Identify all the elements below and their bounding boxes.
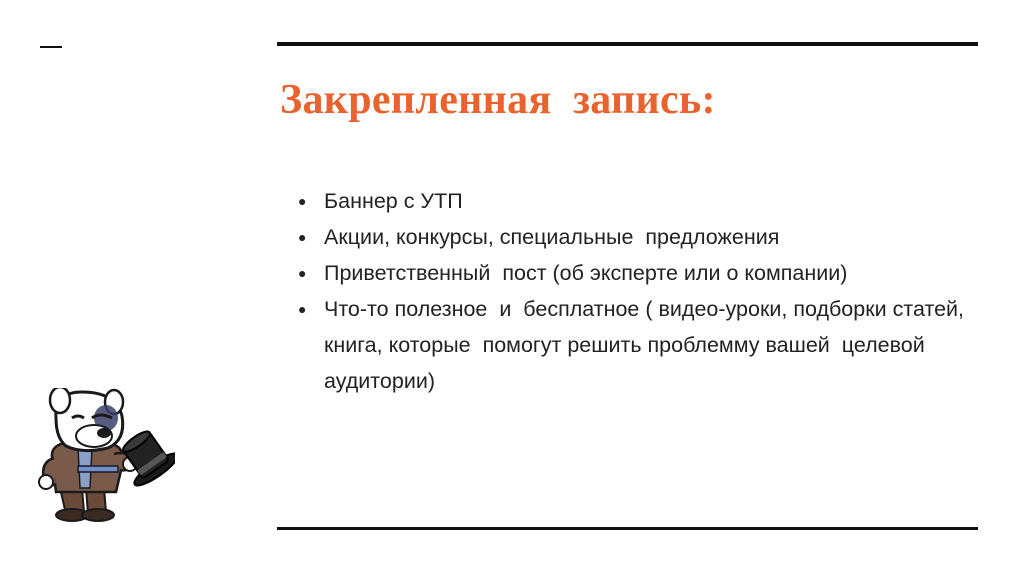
bullet-icon: ● [298, 265, 307, 281]
list-item-text: Баннер с УТП [324, 189, 463, 213]
dog-mascot-icon [30, 388, 175, 523]
slide-title: Закрепленная запись: [280, 77, 716, 123]
list-item [298, 255, 978, 291]
list-item [298, 183, 978, 219]
bullet-icon: ● [298, 229, 307, 245]
bullet-icon: ● [298, 301, 307, 317]
bullet-list [298, 183, 978, 399]
dash-mark [40, 46, 62, 48]
list-item-text: Акции, конкурсы, специальные предложения [324, 225, 780, 249]
top-divider [277, 42, 978, 46]
list-item-text: Что-то полезное и бесплатное ( видео-уроки, подборки статей, книга, которые помогут решить проблемму вашей целевой аудитории) [324, 297, 970, 393]
list-item-text: Приветственный пост (об эксперте или о компании) [324, 261, 848, 285]
list-item [298, 291, 978, 399]
bottom-divider [277, 527, 978, 530]
list-item [298, 219, 978, 255]
bullet-icon: ● [298, 193, 307, 209]
